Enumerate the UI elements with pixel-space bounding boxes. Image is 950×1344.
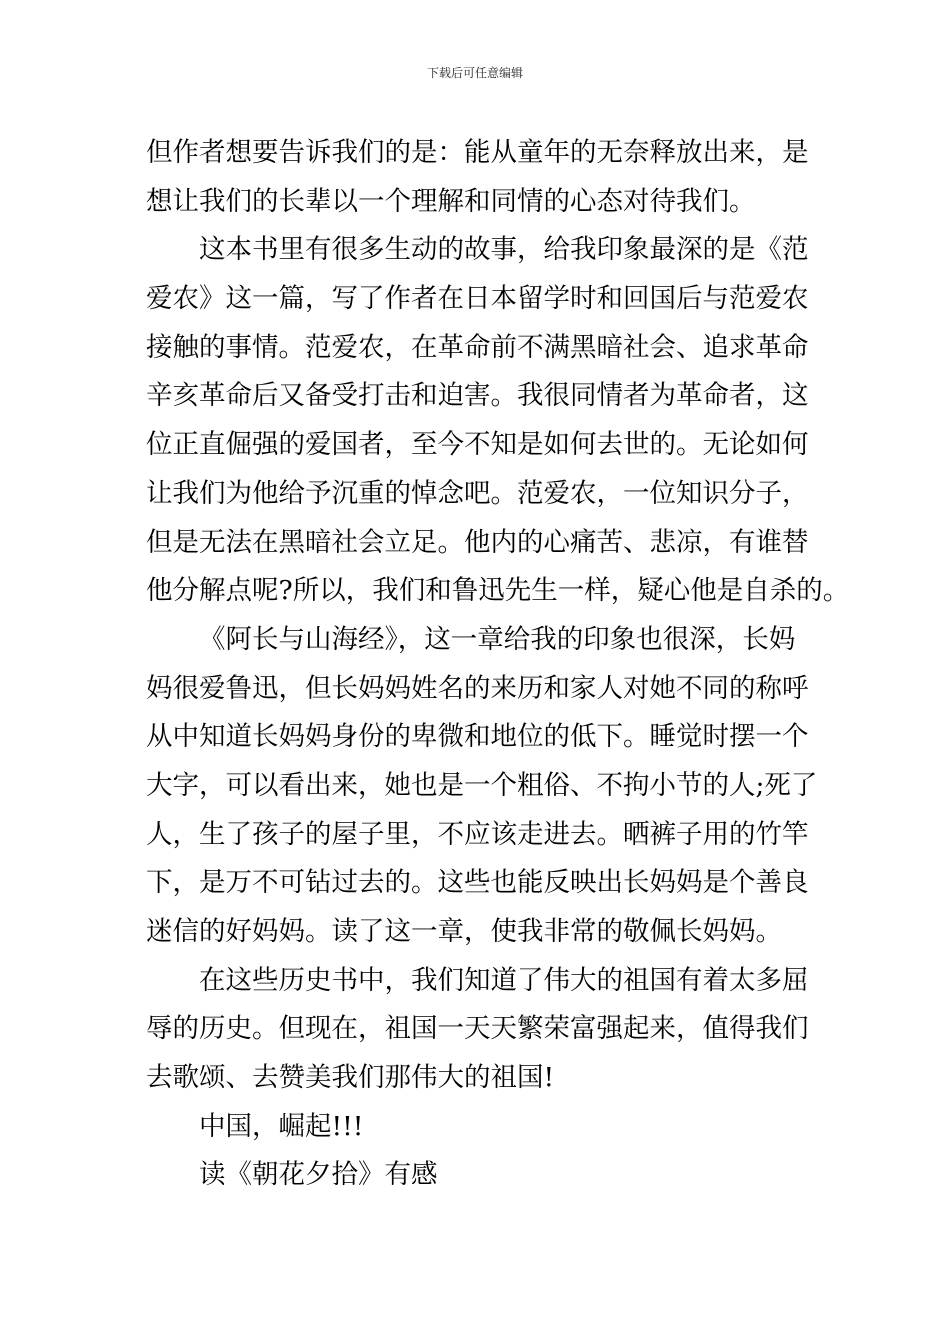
document-body: [146, 129, 850, 1200]
text-line: 妈很爱鲁迅，但长妈妈姓名的来历和家人对她不同的称呼: [146, 672, 809, 704]
text-line: 人，生了孩子的屋子里，不应该走进去。晒裤子用的竹竿: [146, 818, 809, 850]
text-line: 他分解点呢?所以，我们和鲁迅先生一样，疑心他是自杀的。: [146, 575, 850, 607]
paragraph-first-line: 《阿长与山海经》，这一章给我的印象也很深，长妈: [199, 623, 796, 655]
text-line: 辱的历史。但现在，祖国一天天繁荣富强起来，值得我们: [146, 1013, 809, 1045]
text-line: 下，是万不可钻过去的。这些也能反映出长妈妈是个善良: [146, 867, 809, 899]
text-line: 想让我们的长辈以一个理解和同情的心态对待我们。: [146, 185, 756, 217]
paragraph-first-line: 这本书里有很多生动的故事，给我印象最深的是《范: [199, 234, 809, 266]
text-line: 大字，可以看出来，她也是一个粗俗、不拘小节的人;死了: [146, 769, 818, 801]
text-line: 但是无法在黑暗社会立足。他内的心痛苦、悲凉，有谁替: [146, 526, 809, 558]
text-line: 爱农》这一篇，写了作者在日本留学时和回国后与范爱农: [146, 283, 809, 315]
text-line: 位正直倔强的爱国者，至今不知是如何去世的。无论如何: [146, 429, 809, 461]
essay-title: 读《朝花夕拾》有感: [199, 1159, 438, 1191]
text-line: 接触的事情。范爱农，在革命前不满黑暗社会、追求革命: [146, 331, 809, 363]
page-header: 下载后可任意编辑: [426, 66, 523, 80]
text-line: 从中知道长妈妈身份的卑微和地位的低下。睡觉时摆一个: [146, 721, 809, 753]
paragraph-first-line: 在这些历史书中，我们知道了伟大的祖国有着太多屈: [199, 964, 809, 996]
text-line: 但作者想要告诉我们的是：能从童年的无奈释放出来，是: [146, 137, 809, 168]
paragraph-first-line: 中国，崛起!!!: [199, 1110, 364, 1142]
text-line: 辛亥革命后又备受打击和迫害。我很同情者为革命者，这: [146, 380, 809, 412]
text-line: 让我们为他给予沉重的悼念吧。范爱农，一位知识分子，: [146, 477, 809, 509]
text-line: 去歌颂、去赞美我们那伟大的祖国!: [146, 1062, 555, 1094]
text-line: 迷信的好妈妈。读了这一章，使我非常的敬佩长妈妈。: [146, 916, 782, 947]
